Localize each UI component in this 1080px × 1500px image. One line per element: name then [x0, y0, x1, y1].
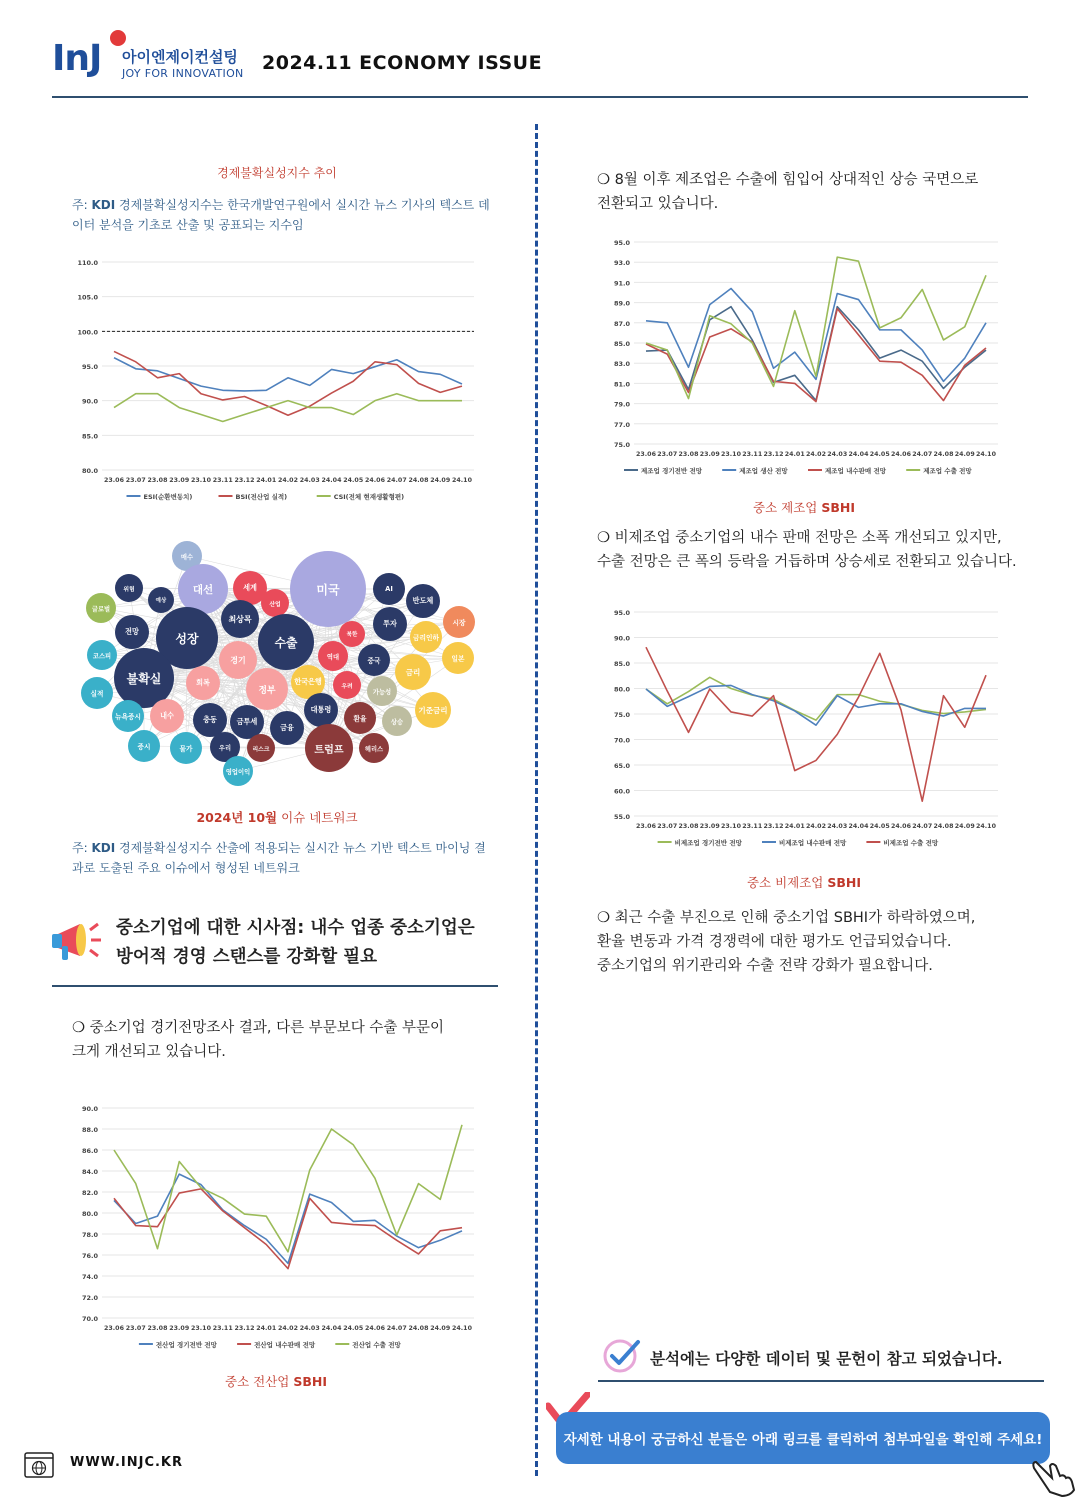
x-tick-label: 23.07: [657, 451, 678, 458]
y-tick-label: 77.0: [613, 420, 630, 429]
chart4-caption-pre: 중소 전산업: [225, 1374, 290, 1389]
chart2-caption-pre: 중소 제조업: [753, 500, 818, 515]
network-node: 금리: [395, 654, 431, 690]
x-tick-label: 23.12: [234, 1325, 255, 1332]
legend-label: 전산업 수출 전망: [352, 1341, 401, 1349]
x-tick-label: 23.12: [763, 451, 784, 458]
y-tick-label: 85.0: [613, 660, 630, 668]
y-tick-label: 81.0: [613, 380, 630, 389]
x-tick-label: 24.10: [452, 477, 472, 484]
x-tick-label: 23.11: [742, 451, 763, 458]
bullet-all-industry: [72, 1016, 512, 1064]
section-heading: [116, 914, 506, 972]
x-tick-label: 24.01: [784, 823, 805, 830]
network-node: 수출: [258, 614, 314, 670]
y-tick-label: 82.0: [81, 1189, 98, 1197]
legend-label: 비제조업 수출 전망: [883, 839, 939, 847]
network-caption-year: 2024년 10월: [196, 810, 278, 825]
network-node: 충동: [193, 703, 227, 737]
bullet4-line1: ❍ 최근 수출 부진으로 인해 중소기업 SBHI가 하락하였으며,: [597, 910, 976, 926]
non-manufacturing-sbhi-chart: [604, 602, 1004, 854]
x-tick-label: 23.11: [212, 1325, 233, 1332]
network-node: 글로벌: [86, 593, 116, 623]
x-tick-label: 23.11: [212, 477, 233, 484]
legend-label: ESI(순환변동치): [143, 493, 193, 501]
bullet2-line2: 전환되고 있습니다.: [597, 196, 719, 212]
company-logo: [52, 30, 252, 86]
network-node: 금투세: [230, 705, 264, 739]
network-node: 반도체: [406, 584, 440, 618]
y-tick-label: 88.0: [81, 1126, 98, 1134]
x-tick-label: 24.10: [976, 823, 996, 830]
logo-slogan: JOY FOR INNOVATION: [122, 67, 244, 80]
y-tick-label: 105.0: [77, 293, 98, 302]
x-tick-label: 24.08: [933, 823, 954, 830]
x-tick-label: 23.12: [234, 477, 255, 484]
network-node: 가능성: [367, 676, 397, 706]
x-tick-label: 23.08: [678, 823, 699, 830]
chart4-caption: [72, 1372, 480, 1390]
x-tick-label: 23.10: [191, 477, 211, 484]
chart1-note-text: 경제불확실성지수는 한국개발연구원에서 실시간 뉴스 기사의 텍스트 데이터 분석을 기초로 산출 및 공표되는 지수임: [72, 198, 490, 232]
y-tick-label: 110.0: [77, 259, 98, 267]
y-tick-label: 79.0: [613, 400, 630, 409]
network-node: 물가: [170, 732, 202, 764]
x-tick-label: 23.07: [657, 823, 678, 830]
issue-title: 2024.11 ECONOMY ISSUE: [262, 52, 543, 74]
network-node: 일본: [442, 642, 474, 674]
network-node: 최상목: [221, 600, 259, 638]
x-tick-label: 24.09: [954, 823, 975, 830]
x-tick-label: 24.01: [784, 451, 805, 458]
attachment-link-banner[interactable]: [556, 1412, 1050, 1464]
network-node: 불확실: [114, 648, 174, 708]
x-tick-label: 24.08: [408, 477, 429, 484]
x-tick-label: 24.05: [343, 477, 364, 484]
x-tick-label: 23.09: [699, 451, 720, 458]
network-node: 뉴욕증시: [112, 700, 144, 732]
x-tick-label: 24.07: [912, 451, 933, 458]
pointer-hand-icon: [1030, 1452, 1078, 1498]
chart1-note: [72, 195, 492, 235]
chart1-caption: 경제불확실성지수 추이: [217, 166, 337, 180]
x-tick-label: 24.02: [278, 1325, 298, 1332]
banner-text: 자세한 내용이 궁금하신 분들은 아래 링크를 클릭하여 첨부파일을 확인해 주세요!: [563, 1432, 1043, 1448]
x-tick-label: 24.10: [452, 1325, 472, 1332]
logo-dot: [110, 30, 126, 46]
x-tick-label: 24.05: [343, 1325, 364, 1332]
legend-label: 전산업 경기전반 전망: [155, 1341, 217, 1349]
y-tick-label: 65.0: [613, 762, 630, 770]
y-tick-label: 72.0: [81, 1294, 98, 1302]
bullet3-line1: ❍ 비제조업 중소기업의 내수 판매 전망은 소폭 개선되고 있지만,: [597, 530, 1002, 546]
y-tick-label: 75.0: [613, 441, 630, 449]
bullet4-line3: 중소기업의 위기관리와 수출 전략 강화가 필요합니다.: [597, 958, 933, 974]
y-tick-label: 55.0: [613, 813, 630, 821]
network-node: 산업: [261, 589, 289, 617]
x-tick-label: 24.09: [954, 451, 975, 458]
y-tick-label: 95.0: [81, 363, 98, 371]
reference-note: 분석에는 다양한 데이터 및 문헌이 참고 되었습니다.: [650, 1350, 1003, 1368]
y-tick-label: 87.0: [613, 319, 630, 328]
legend-label: BSI(전산업 실적): [235, 493, 288, 501]
all-industry-sbhi-chart: [72, 1098, 480, 1356]
issue-network-graph: [72, 538, 482, 788]
x-tick-label: 24.07: [386, 477, 407, 484]
network-node: 중국: [358, 644, 390, 676]
chart3-caption-bold: SBHI: [827, 875, 862, 890]
series-line: [114, 358, 462, 391]
y-tick-label: 74.0: [81, 1273, 98, 1281]
x-tick-label: 23.06: [104, 477, 124, 484]
network-node: 경기: [219, 641, 257, 679]
series-line: [114, 351, 462, 415]
y-tick-label: 80.0: [81, 1210, 98, 1218]
bullet3-line2: 수출 전망은 큰 폭의 등락을 거듭하며 상승세로 전환되고 있습니다.: [597, 554, 1017, 570]
x-tick-label: 24.09: [430, 1325, 451, 1332]
network-node: 매수: [172, 541, 202, 571]
legend-label: 제조업 수출 전망: [923, 467, 972, 475]
section-heading-underline: [52, 985, 498, 987]
network-node: 세계: [233, 571, 267, 605]
network-node: 대통령: [304, 693, 338, 727]
x-tick-label: 24.07: [912, 823, 933, 830]
network-node: 금리인하: [410, 621, 442, 653]
network-node: 상승: [382, 706, 412, 736]
y-tick-label: 100.0: [77, 328, 98, 337]
bullet-non-manufacturing: [597, 526, 1057, 574]
network-node: 영업이익: [223, 756, 253, 786]
x-tick-label: 23.10: [191, 1325, 211, 1332]
y-tick-label: 83.0: [613, 360, 630, 369]
y-tick-label: 85.0: [613, 340, 630, 348]
network-node: 예상: [148, 587, 174, 613]
x-tick-label: 23.09: [169, 477, 190, 484]
y-tick-label: 85.0: [81, 432, 98, 441]
x-tick-label: 24.01: [256, 477, 277, 484]
series-line: [114, 394, 462, 422]
y-tick-label: 95.0: [613, 239, 630, 247]
x-tick-label: 24.05: [869, 823, 890, 830]
logo-korean-name: 아이엔제이컨설팅: [122, 48, 238, 66]
section-heading-line1: 중소기업에 대한 시사점: 내수 업종 중소기업은: [116, 918, 475, 938]
x-tick-label: 24.02: [278, 477, 298, 484]
network-node: 우리: [210, 732, 240, 762]
network-node: 내수: [150, 699, 184, 733]
network-node: 대선: [178, 564, 228, 614]
website-url[interactable]: WWW.INJC.KR: [70, 1455, 184, 1470]
network-note-prefix: 주:: [72, 841, 88, 855]
x-tick-label: 23.10: [721, 823, 741, 830]
x-tick-label: 24.07: [386, 1325, 407, 1332]
x-tick-label: 23.08: [678, 451, 699, 458]
y-tick-label: 70.0: [81, 1315, 98, 1323]
x-tick-label: 24.04: [848, 823, 869, 830]
x-tick-label: 23.06: [636, 823, 656, 830]
network-node: 우려: [333, 671, 361, 699]
network-node: 회복: [186, 666, 220, 700]
chart1-note-kdi: KDI: [91, 198, 116, 212]
legend-label: 제조업 경기전반 전망: [641, 467, 703, 475]
bullet1-line2: 크게 개선되고 있습니다.: [72, 1044, 226, 1060]
network-node: 역대: [318, 641, 348, 671]
series-line: [114, 1125, 462, 1252]
network-node: 한국은행: [291, 665, 325, 699]
legend-label: 비제조업 내수판매 전망: [779, 839, 847, 847]
chart3-caption-pre: 중소 비제조업: [746, 875, 824, 890]
network-node: 기준금리: [415, 692, 451, 728]
y-tick-label: 80.0: [613, 685, 630, 694]
legend-label: 비제조업 경기전반 전망: [674, 839, 742, 847]
y-tick-label: 89.0: [613, 299, 630, 308]
x-tick-label: 23.09: [169, 1325, 190, 1332]
x-tick-label: 24.03: [827, 823, 848, 830]
chart2-caption: [604, 498, 1004, 516]
uncertainty-index-chart: [72, 252, 480, 508]
y-tick-label: 76.0: [81, 1252, 98, 1260]
y-tick-label: 70.0: [613, 736, 630, 745]
manufacturing-sbhi-chart: [604, 232, 1004, 482]
network-note: [72, 838, 492, 878]
network-node: AI: [373, 573, 405, 605]
legend-label: CSI(전체 현재생활형편): [333, 493, 405, 501]
x-tick-label: 24.02: [806, 451, 826, 458]
network-note-text: 경제불확실성지수 산출에 적용되는 실시간 뉴스 기반 텍스트 마이닝 결과로 도출된 주요 이슈에서 형성된 네트워크: [72, 841, 486, 875]
x-tick-label: 24.08: [408, 1325, 429, 1332]
y-tick-label: 91.0: [613, 279, 630, 288]
bullet-summary: [597, 906, 1057, 978]
x-tick-label: 24.04: [321, 1325, 342, 1332]
x-tick-label: 23.07: [125, 1325, 146, 1332]
y-tick-label: 90.0: [81, 397, 98, 406]
checkmark-icon: [602, 1336, 642, 1376]
y-tick-label: 90.0: [613, 634, 630, 643]
network-node: 리스크: [247, 734, 275, 762]
website-globe-icon: [24, 1452, 54, 1478]
network-node: 정부: [246, 668, 288, 710]
column-divider: [535, 124, 538, 1476]
x-tick-label: 24.02: [806, 823, 826, 830]
network-node: 북한: [339, 621, 365, 647]
x-tick-label: 24.06: [365, 477, 385, 484]
y-tick-label: 60.0: [613, 787, 630, 796]
legend-label: 제조업 생산 전망: [739, 467, 788, 475]
x-tick-label: 23.08: [147, 1325, 168, 1332]
network-node: 금융: [270, 711, 304, 745]
network-node: 환율: [344, 702, 376, 734]
x-tick-label: 23.11: [742, 823, 763, 830]
x-tick-label: 24.03: [299, 477, 320, 484]
network-node: 성장: [156, 607, 218, 669]
network-node: 코스피: [87, 640, 117, 670]
x-tick-label: 24.04: [848, 451, 869, 458]
legend-label: 제조업 내수판매 전망: [825, 467, 887, 475]
chart4-caption-bold: SBHI: [293, 1374, 327, 1389]
network-caption: [72, 808, 482, 826]
x-tick-label: 24.01: [256, 1325, 277, 1332]
y-tick-label: 84.0: [81, 1168, 98, 1176]
x-tick-label: 23.10: [721, 451, 741, 458]
y-tick-label: 75.0: [613, 711, 630, 719]
y-tick-label: 93.0: [613, 259, 630, 268]
x-tick-label: 24.08: [933, 451, 954, 458]
y-tick-label: 90.0: [81, 1105, 98, 1113]
x-tick-label: 23.09: [699, 823, 720, 830]
bullet-manufacturing: [597, 168, 1057, 216]
x-tick-label: 24.05: [869, 451, 890, 458]
y-tick-label: 80.0: [81, 467, 98, 475]
x-tick-label: 23.08: [147, 477, 168, 484]
x-tick-label: 23.07: [125, 477, 146, 484]
chart1-note-prefix: 주:: [72, 198, 88, 212]
network-node: 실적: [81, 677, 113, 709]
legend-label: 전산업 내수판매 전망: [254, 1341, 316, 1349]
network-caption-rest: 이슈 네트워크: [281, 810, 358, 825]
x-tick-label: 23.12: [763, 823, 784, 830]
bullet2-line1: ❍ 8월 이후 제조업은 수출에 힘입어 상대적인 상승 국면으로: [597, 172, 979, 188]
chart2-caption-bold: SBHI: [821, 500, 855, 515]
x-tick-label: 24.03: [299, 1325, 320, 1332]
logo-mark: InJ: [52, 38, 102, 79]
network-node: 증시: [128, 730, 160, 762]
y-tick-label: 95.0: [613, 609, 630, 617]
y-tick-label: 86.0: [81, 1147, 98, 1155]
x-tick-label: 24.09: [430, 477, 451, 484]
network-node: 시장: [443, 606, 475, 638]
reference-underline: [598, 1380, 1044, 1382]
bullet4-line2: 환율 변동과 가격 경쟁력에 대한 평가도 언급되었습니다.: [597, 934, 952, 950]
x-tick-label: 24.04: [321, 477, 342, 484]
network-note-kdi: KDI: [91, 841, 116, 855]
section-heading-line2: 방어적 경영 스탠스를 강화할 필요: [116, 947, 378, 967]
megaphone-icon: [50, 916, 106, 968]
x-tick-label: 23.06: [636, 451, 656, 458]
header-divider: [52, 96, 1028, 98]
x-tick-label: 24.06: [365, 1325, 385, 1332]
bullet1-line1: ❍ 중소기업 경기전망조사 결과, 다른 부문보다 수출 부문이: [72, 1020, 445, 1036]
x-tick-label: 24.03: [827, 451, 848, 458]
network-node: 미국: [290, 551, 366, 627]
network-node: 위험: [115, 574, 143, 602]
network-node: 트럼프: [305, 724, 353, 772]
chart3-caption: [604, 873, 1004, 891]
x-tick-label: 23.06: [104, 1325, 124, 1332]
y-tick-label: 78.0: [81, 1231, 98, 1239]
x-tick-label: 24.10: [976, 451, 996, 458]
network-node: 전망: [115, 615, 149, 649]
x-tick-label: 24.06: [891, 451, 911, 458]
network-node: 헤리스: [359, 733, 389, 763]
network-node: 투자: [373, 607, 407, 641]
x-tick-label: 24.06: [891, 823, 911, 830]
